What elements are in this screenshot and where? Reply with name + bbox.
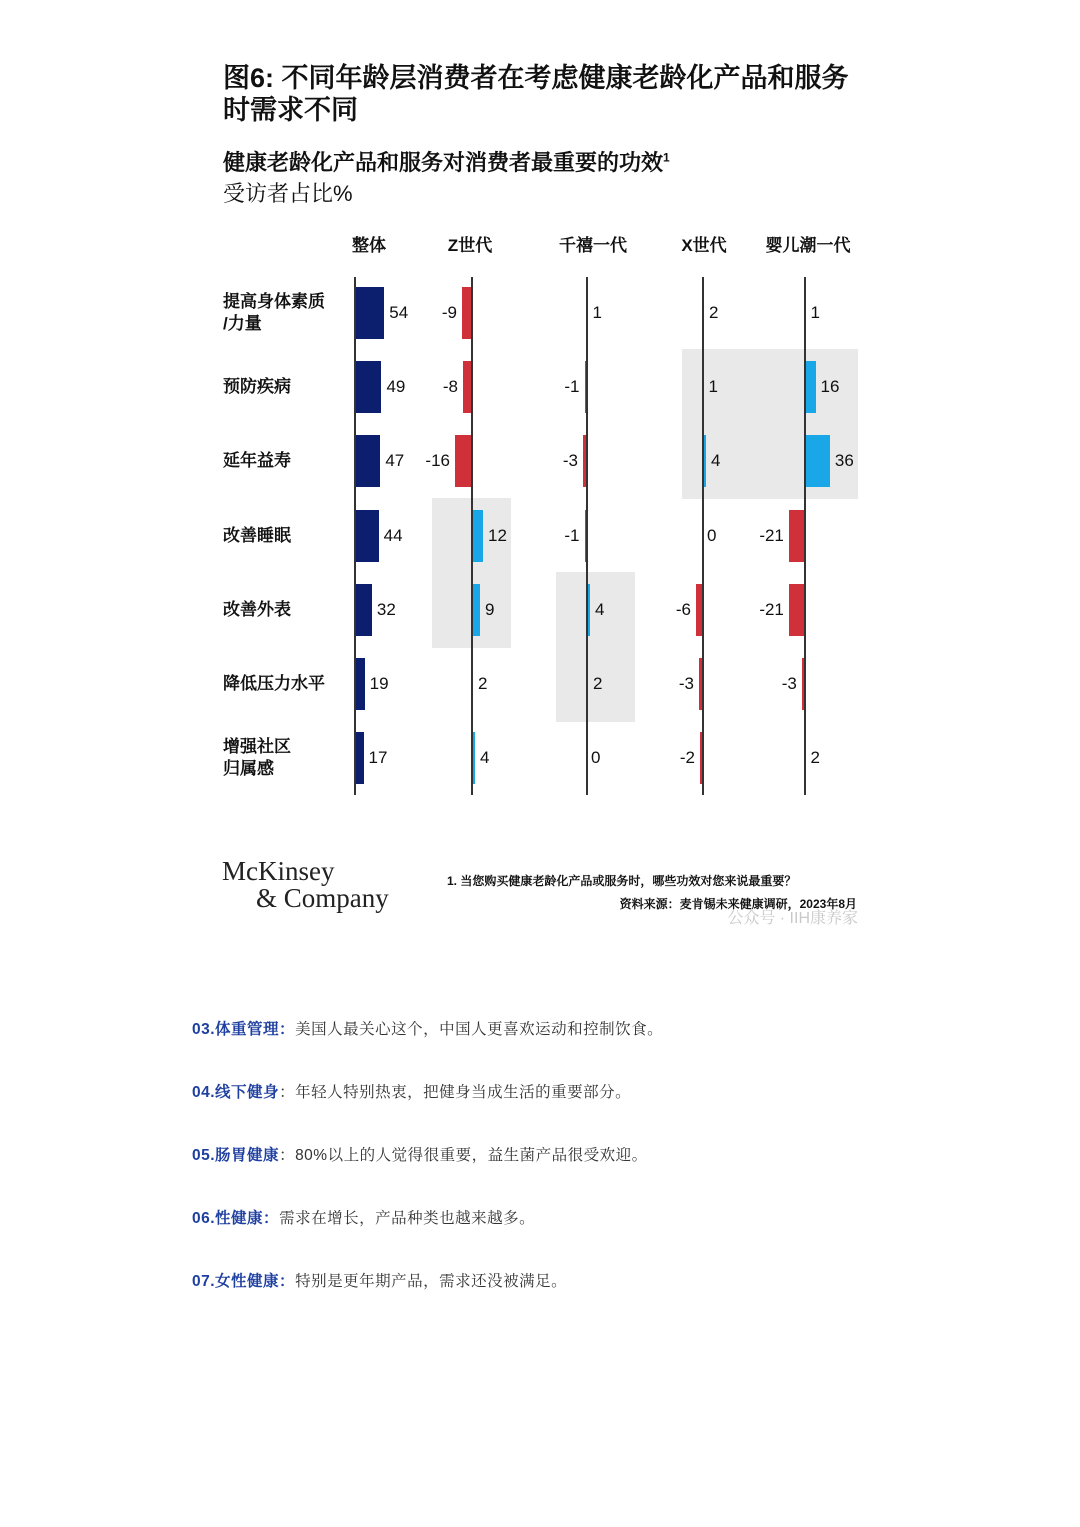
row-label: 延年益寿	[223, 451, 291, 471]
item-text: ：年轻人特别热衷，把健身当成生活的重要部分。	[279, 1084, 632, 1101]
chart-unit-label: 受访者占比%	[223, 181, 353, 206]
item-key: 03.体重管理：	[192, 1021, 296, 1038]
axis-line	[471, 277, 473, 795]
list-item	[192, 1206, 535, 1228]
data-label: -8	[442, 377, 458, 397]
data-label: -3	[678, 674, 694, 693]
list-item	[192, 1017, 663, 1039]
data-label: -1	[564, 525, 580, 545]
data-label: -21	[759, 525, 784, 545]
bar	[789, 584, 804, 636]
row-label: 提高身体素质 /力量	[223, 292, 325, 333]
bar	[463, 361, 471, 413]
axis-line	[702, 277, 704, 795]
axis-line	[804, 277, 806, 795]
bar	[804, 361, 816, 413]
data-label: 54	[389, 303, 409, 322]
data-label: 1	[592, 303, 602, 322]
data-label: 4	[480, 748, 490, 768]
column-header: X世代	[681, 236, 727, 255]
data-label: 32	[376, 599, 396, 619]
highlight-box	[556, 572, 635, 722]
source-note: 资料来源：麦肯锡未来健康调研，2023年8月	[619, 897, 857, 911]
data-label: -3	[562, 451, 578, 471]
column-header: Z世代	[447, 236, 493, 255]
list-item	[192, 1080, 631, 1102]
bar	[789, 510, 804, 562]
row-label: 预防疾病	[223, 377, 291, 397]
chart-title	[223, 146, 670, 177]
figure-title: 图6: 不同年龄层消费者在考虑健康老龄化产品和服务时需求不同	[223, 63, 849, 125]
data-label: 0	[591, 748, 601, 768]
data-label: 16	[820, 377, 840, 397]
data-label: 49	[386, 377, 406, 397]
row-label: 改善外表	[223, 599, 291, 619]
axis-line	[354, 277, 356, 795]
data-label: -21	[759, 599, 784, 619]
data-label: -3	[781, 674, 797, 693]
item-text: 特别是更年期产品，需求还没被满足。	[295, 1273, 568, 1290]
bar	[354, 584, 372, 636]
data-label: 19	[369, 674, 389, 693]
axis-line	[586, 277, 588, 795]
bar	[354, 510, 379, 562]
list-item	[192, 1269, 567, 1291]
data-label: 4	[711, 451, 721, 471]
bar	[354, 658, 365, 710]
item-text: ：80%以上的人觉得很重要，益生菌产品很受欢迎。	[279, 1147, 648, 1164]
bar	[462, 287, 471, 339]
logo-line-2: & Company	[256, 883, 389, 913]
item-key: 06.性健康：	[192, 1210, 280, 1227]
highlight-box	[682, 349, 858, 499]
watermark: 公众号 · IIH康养家	[727, 910, 858, 927]
row-label: 降低压力水平	[223, 674, 325, 693]
data-label: 44	[383, 525, 403, 545]
data-label: -9	[441, 303, 457, 322]
list-item	[192, 1143, 648, 1165]
bar	[455, 435, 471, 487]
data-label: 47	[385, 451, 405, 471]
item-key: 07.女性健康：	[192, 1273, 296, 1290]
data-label: 0	[707, 525, 717, 545]
data-label: 2	[593, 674, 603, 693]
footnote: 1. 当您购买健康老龄化产品或服务时，哪些功效对您来说最重要？	[447, 874, 797, 888]
data-label: -6	[675, 599, 691, 619]
mckinsey-logo	[222, 858, 389, 912]
item-key: 04.线下健身	[192, 1084, 280, 1101]
data-label: 17	[368, 748, 388, 768]
data-label: 36	[834, 451, 854, 471]
bar	[804, 435, 830, 487]
row-label: 改善睡眠	[223, 525, 291, 545]
bar	[471, 510, 483, 562]
logo-line-1: McKinsey	[222, 856, 335, 886]
chart-title-text: 健康老龄化产品和服务对消费者最重要的功效	[223, 150, 664, 175]
data-label: -16	[425, 451, 450, 471]
row-label: 增强社区 归属感	[223, 737, 291, 779]
data-label: 9	[485, 599, 495, 619]
data-label: 2	[478, 674, 488, 693]
item-key: 05.肠胃健康	[192, 1147, 280, 1164]
bar	[354, 287, 384, 339]
column-header: 千禧一代	[559, 236, 627, 255]
data-label: 2	[709, 303, 719, 322]
data-label: -2	[679, 748, 695, 768]
column-header: 整体	[352, 236, 386, 255]
footnote-marker: 1	[663, 150, 670, 165]
bar	[354, 435, 380, 487]
data-label: 1	[810, 303, 820, 322]
data-label: 12	[488, 525, 507, 545]
column-header: 婴儿潮一代	[765, 236, 851, 255]
item-text: 需求在增长，产品种类也越来越多。	[279, 1210, 536, 1227]
data-label: -1	[564, 377, 580, 397]
data-label: 2	[810, 748, 820, 768]
data-label: 4	[595, 599, 605, 619]
data-label: 1	[708, 377, 718, 397]
bar	[354, 361, 381, 413]
item-text: 美国人最关心这个，中国人更喜欢运动和控制饮食。	[295, 1021, 664, 1038]
